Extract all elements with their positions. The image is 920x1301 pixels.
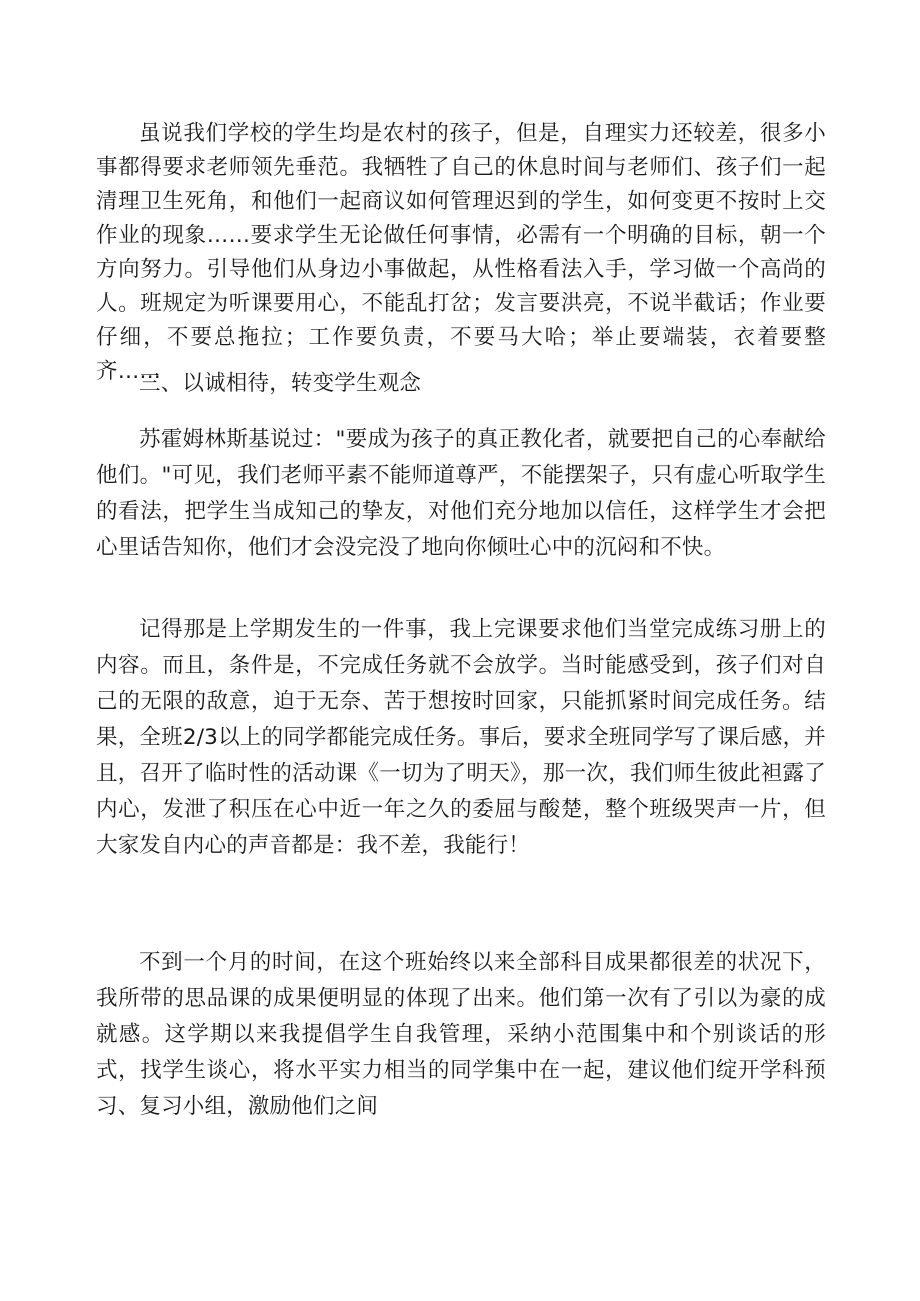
paragraph-last-semester-event: 记得那是上学期发生的一件事，我上完课要求他们当堂完成练习册上的内容。而且，条件是，不完成任务就不会放学。当时能感受到，孩子们对自己的无限的敌意，迫于无奈、苦于想按时回家，只能抓紧时间完成任务。结果，全班2/3以上的同学都能完成任务。事后，要求全班同学写了课后感，并且，召开了临时性的活动课《一切为了明天》，那一次，我们师生彼此袒露了内心，发泄了积压在心中近一年之久的委屈与酸楚，整个班级哭声一片，但大家发自内心的声音都是：我不差，我能行！ xyxy=(96,617,826,858)
paragraph-class-rules: 虽说我们学校的学生均是农村的孩子，但是，自理实力还较差，很多小事都得要求老师领先垂范。我牺牲了自己的休息时间与老师们、孩子们一起清理卫生死角，和他们一起商议如何管理迟到的学生，如何变更不按时上交作业的现象……要求学生无论做任何事情，必需有一个明确的目标，朝一个方向努力。引导他们从身边小事做起，从性格看法入手，学习做一个高尚的人。班规定为听课要用心，不能乱打岔；发言要洪亮，不说半截话；作业要仔细，不要总拖拉；工作要负责，不要马大哈；举止要端装，衣着要整齐…… xyxy=(96,121,826,384)
section-heading: 三、以诚相待，转变学生观念 xyxy=(139,371,422,396)
paragraph-sukhomlinsky-quote: 苏霍姆林斯基说过："要成为孩子的真正教化者，就要把自己的心奉献给他们。"可见，我们老师平素不能师道尊严，不能摆架子，只有虚心听取学生的看法，把学生当成知己的挚友，对他们充分地加以信任，这样学生才会把心里话告知你，他们才会没完没了地向你倾吐心中的沉闷和不快。 xyxy=(96,427,826,560)
paragraph-results: 不到一个月的时间，在这个班始终以来全部科目成果都很差的状况下，我所带的思品课的成果便明显的体现了出来。他们第一次有了引以为豪的成就感。这学期以来我提倡学生自我管理，采纳小范围集中和个别谈话的形式，找学生谈心，将水平实力相当的同学集中在一起，建议他们绽开学科预习、复习小组，激励他们之间 xyxy=(96,950,826,1119)
